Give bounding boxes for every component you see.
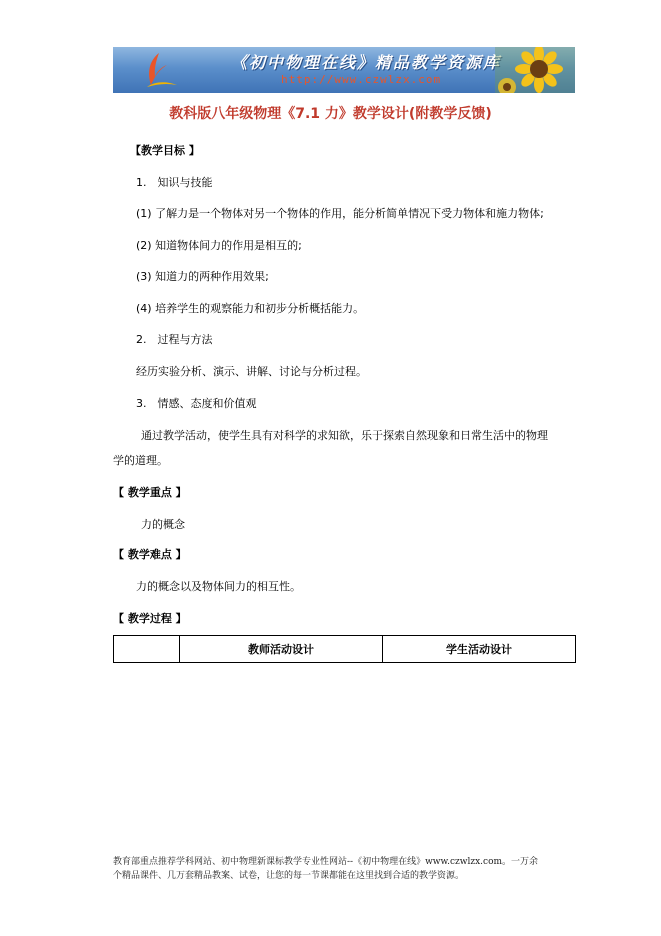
difficult-points-text: 力的概念以及物体间力的相互性。: [136, 580, 301, 593]
document-title: 教科版八年级物理《7.1 力》教学设计(附教学反馈): [169, 106, 492, 122]
goals-heading: 【教学目标 】: [130, 144, 200, 157]
banner-url: http://www.czwlzx.com: [281, 73, 442, 86]
goal1-heading: 1. 知识与技能: [136, 176, 213, 189]
table-header-empty: [114, 636, 180, 663]
goal1-item: (2) 知道物体间力的作用是相互的;: [136, 239, 302, 252]
banner-title: 《初中物理在线》精品教学资源库: [231, 53, 502, 72]
footer-line: 教育部重点推荐学科网站、初中物理新课标教学专业性网站--《初中物理在线》www.czwlzx.com。一万余: [113, 857, 539, 867]
table-header-student: 学生活动设计: [383, 636, 576, 663]
table-row: [114, 636, 576, 663]
goal2-text: 经历实验分析、演示、讲解、讨论与分析过程。: [136, 365, 367, 378]
goal3-text-continued: 学的道理。: [113, 454, 168, 467]
process-heading: 【 教学过程 】: [113, 612, 187, 625]
sunflower-icon: [495, 47, 575, 93]
difficult-points-heading: 【 教学难点 】: [113, 548, 187, 561]
key-points-text: 力的概念: [141, 518, 185, 531]
goal1-item: (3) 知道力的两种作用效果;: [136, 270, 269, 283]
goal1-item: (1) 了解力是一个物体对另一个物体的作用，能分析简单情况下受力物体和施力物体;: [136, 207, 544, 220]
goal3-heading: 3. 情感、态度和价值观: [136, 397, 257, 410]
page-footer: [113, 855, 583, 883]
process-table: [113, 635, 576, 663]
goal2-heading: 2. 过程与方法: [136, 333, 213, 346]
table-header-teacher: 教师活动设计: [180, 636, 383, 663]
goal3-text: 通过教学活动，使学生具有对科学的求知欲，乐于探索自然现象和日常生活中的物理: [141, 429, 548, 442]
header-banner: [113, 47, 575, 93]
key-points-heading: 【 教学重点 】: [113, 486, 187, 499]
goal1-item: (4) 培养学生的观察能力和初步分析概括能力。: [136, 302, 365, 315]
footer-line: 个精品课件、几万套精品教案、试卷，让您的每一节课都能在这里找到合适的教学资源。: [113, 871, 465, 881]
site-logo-icon: [141, 51, 181, 89]
